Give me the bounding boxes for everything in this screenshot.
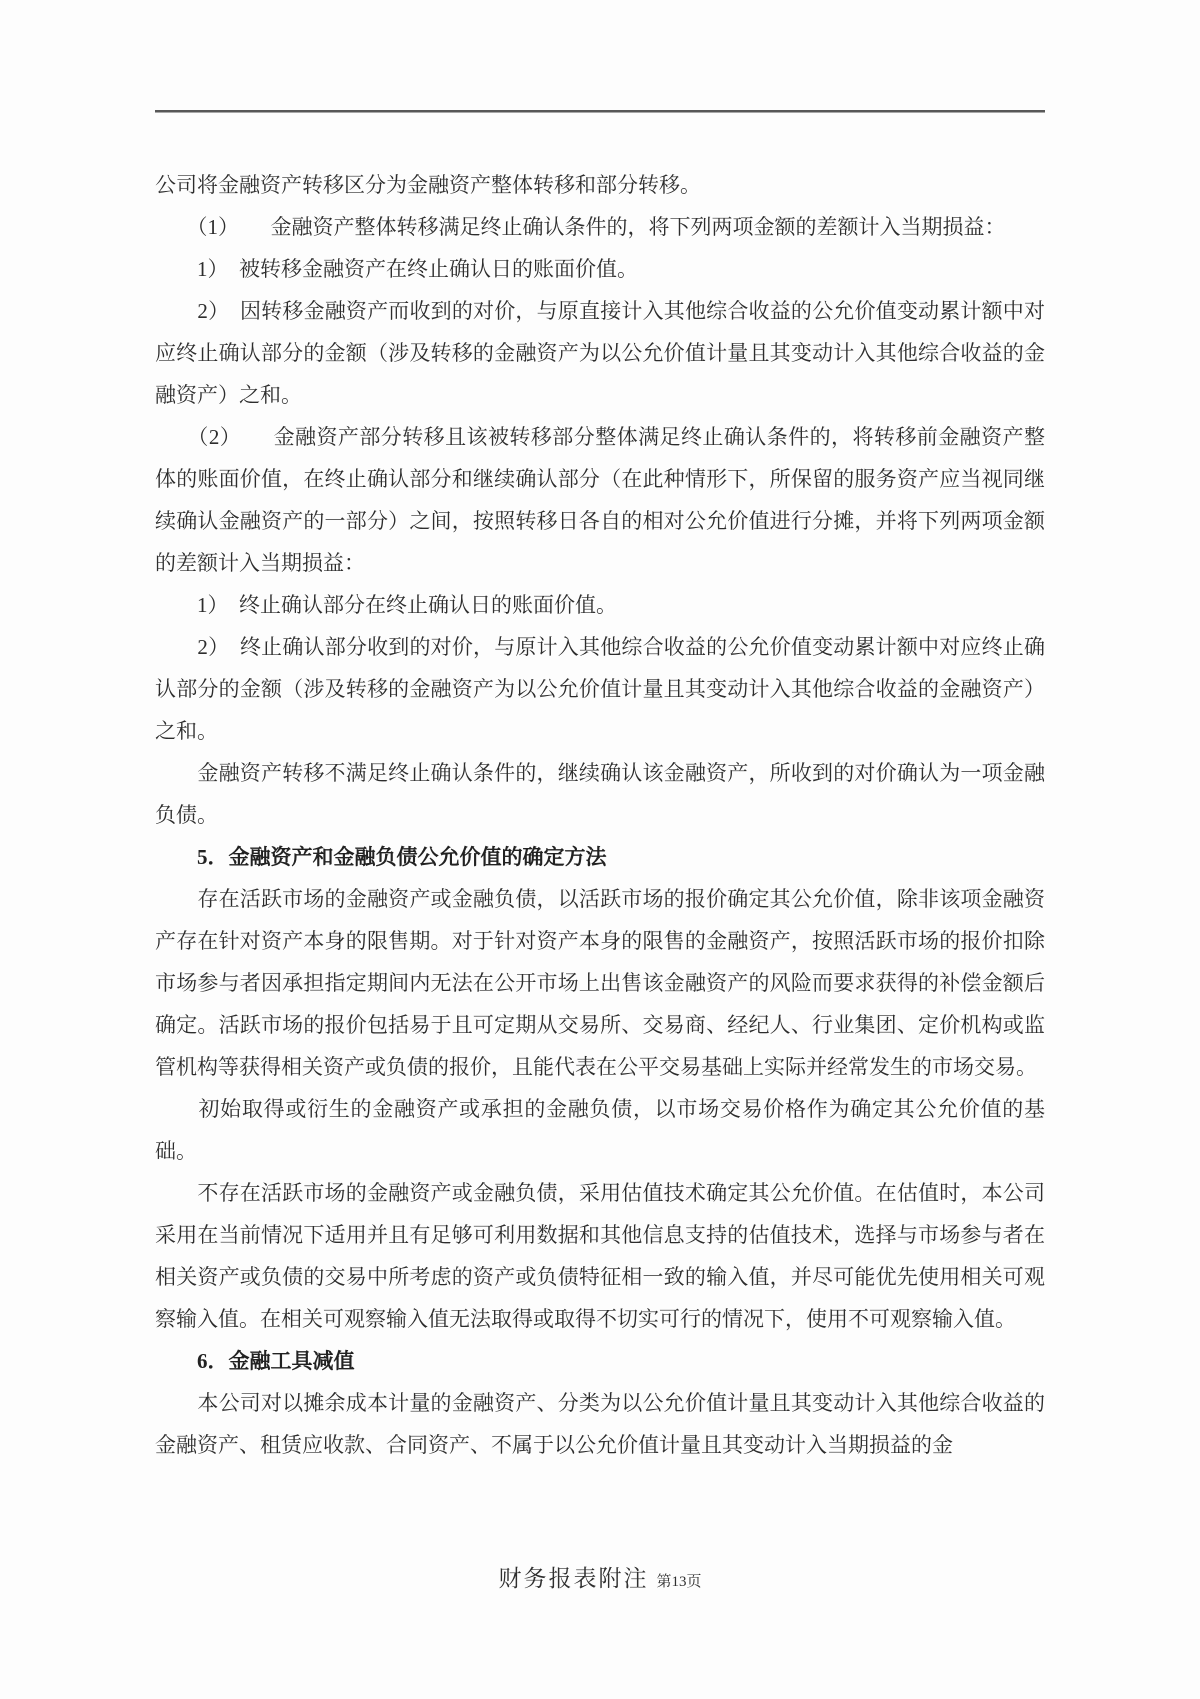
footer-page-number: 第13页 bbox=[656, 1574, 702, 1590]
paragraph: 本公司对以摊余成本计量的金融资产、分类为以公允价值计量且其变动计入其他综合收益的金融资产、租赁应收款、合同资产、不属于以公允价值计量且其变动计入当期损益的金 bbox=[155, 1391, 1045, 1457]
paragraph: 1） 被转移金融资产在终止确认日的账面价值。 bbox=[155, 257, 638, 281]
page-footer bbox=[0, 1558, 1200, 1603]
paragraph: 不存在活跃市场的金融资产或金融负债，采用估值技术确定其公允价值。在估值时，本公司采用在当前情况下适用并且有足够可利用数据和其他信息支持的估值技术，选择与市场参与者在相关资产或负债的交易中所考虑的资产或负债特征相一致的输入值，并尽可能优先使用相关可观察输入值。在相关可观察输入值无法取得或取得不切实可行的情况下，使用不可观察输入值。 bbox=[155, 1181, 1045, 1331]
paragraph: （1） 金融资产整体转移满足终止确认条件的，将下列两项金额的差额计入当期损益： bbox=[155, 215, 1006, 239]
paragraph: 2） 终止确认部分收到的对价，与原计入其他综合收益的公允价值变动累计额中对应终止确认部分的金额（涉及转移的金融资产为以公允价值计量且其变动计入其他综合收益的金融资产）之和。 bbox=[155, 635, 1045, 743]
paragraph: 初始取得或衍生的金融资产或承担的金融负债，以市场交易价格作为确定其公允价值的基础。 bbox=[155, 1097, 1045, 1163]
paragraph: （2） 金融资产部分转移且该被转移部分整体满足终止确认条件的，将转移前金融资产整体的账面价值，在终止确认部分和继续确认部分（在此种情形下，所保留的服务资产应当视同继续确认金融资产的一部分）之间，按照转移日各自的相对公允价值进行分摊，并将下列两项金额的差额计入当期损益： bbox=[155, 425, 1045, 575]
section-heading: 6．金融工具减值 bbox=[155, 1349, 355, 1373]
paragraph: 金融资产转移不满足终止确认条件的，继续确认该金融资产，所收到的对价确认为一项金融负债。 bbox=[155, 761, 1045, 827]
document-body bbox=[155, 164, 1045, 1466]
footer-title: 财务报表附注 bbox=[498, 1566, 649, 1591]
paragraph: 存在活跃市场的金融资产或金融负债，以活跃市场的报价确定其公允价值，除非该项金融资产存在针对资产本身的限售期。对于针对资产本身的限售的金融资产，按照活跃市场的报价扣除市场参与者因承担指定期间内无法在公开市场上出售该金融资产的风险而要求获得的补偿金额后确定。活跃市场的报价包括易于且可定期从交易所、交易商、经纪人、行业集团、定价机构或监管机构等获得相关资产或负债的报价，且能代表在公平交易基础上实际并经常发生的市场交易。 bbox=[155, 887, 1045, 1079]
paragraph: 公司将金融资产转移区分为金融资产整体转移和部分转移。 bbox=[155, 173, 701, 197]
header-rule bbox=[155, 110, 1045, 113]
paragraph: 2） 因转移金融资产而收到的对价，与原直接计入其他综合收益的公允价值变动累计额中对应终止确认部分的金额（涉及转移的金融资产为以公允价值计量且其变动计入其他综合收益的金融资产）之和。 bbox=[155, 299, 1045, 407]
section-heading: 5．金融资产和金融负债公允价值的确定方法 bbox=[155, 845, 607, 869]
paragraph: 1） 终止确认部分在终止确认日的账面价值。 bbox=[155, 593, 617, 617]
